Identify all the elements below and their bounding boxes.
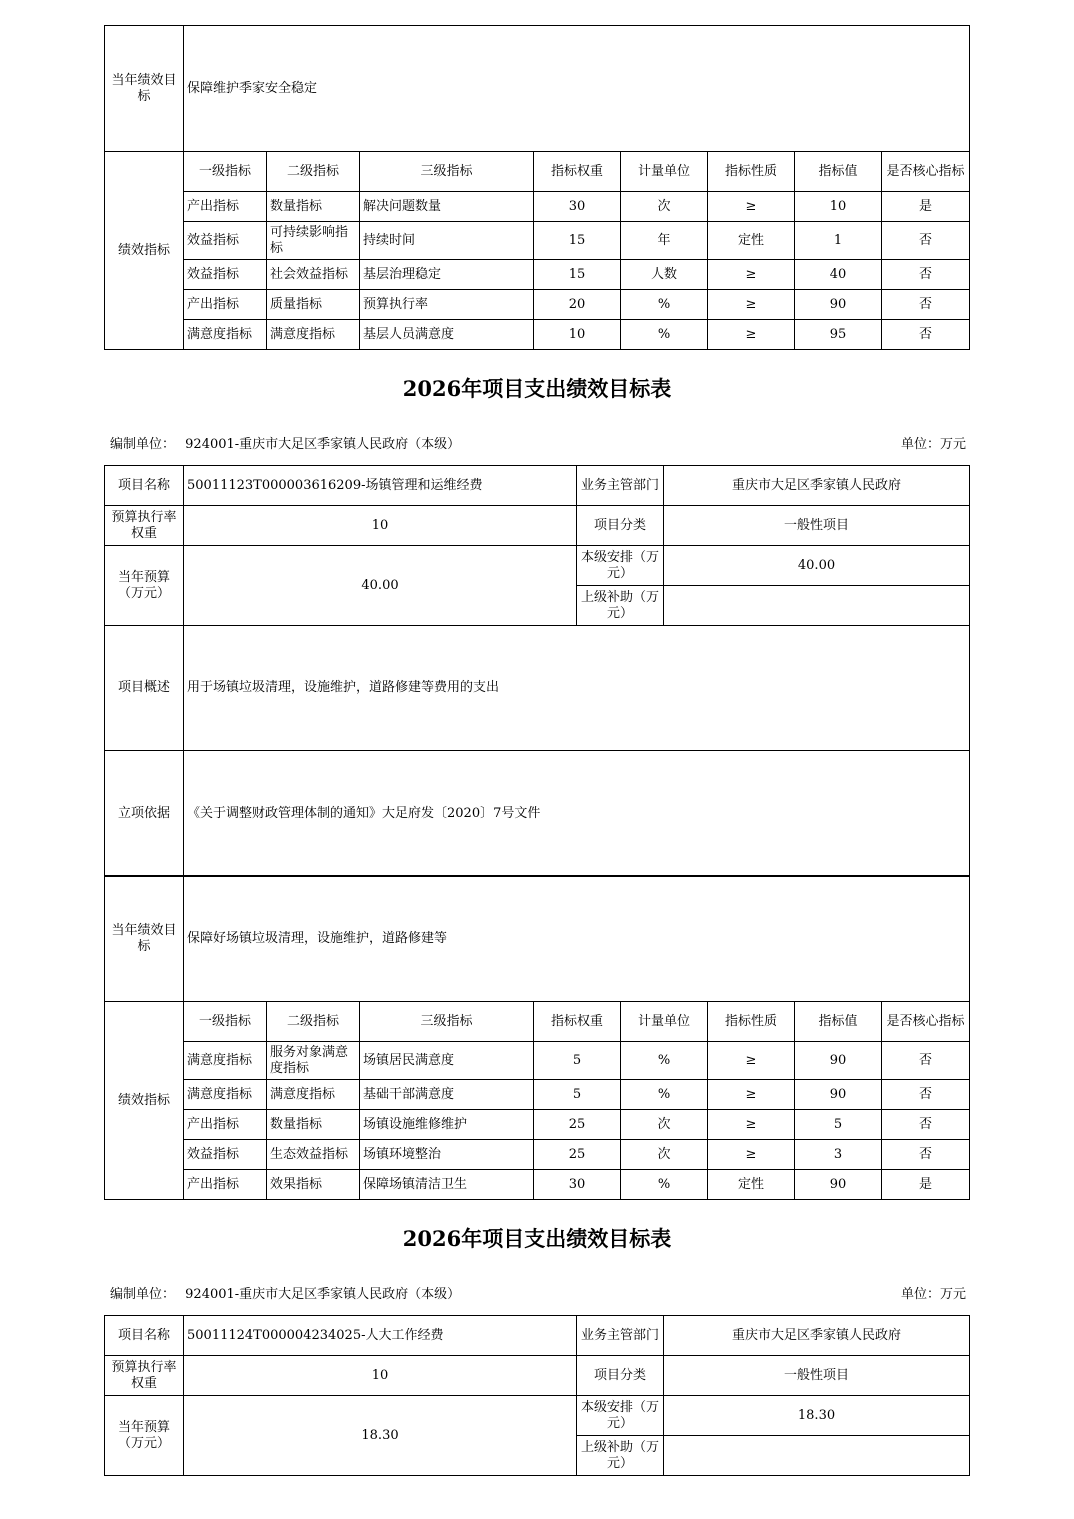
weight-cell: 15 bbox=[534, 260, 621, 290]
core-cell: 否 bbox=[882, 222, 970, 260]
level1-cell: 效益指标 bbox=[184, 1140, 267, 1170]
unit-value: 924001-重庆市大足区季家镇人民政府（本级） bbox=[185, 1287, 461, 1302]
perf-label: 绩效指标 bbox=[105, 1002, 184, 1200]
nature-cell: ≥ bbox=[708, 290, 795, 320]
header-cell: 指标权重 bbox=[534, 1002, 621, 1042]
level3-cell: 基础干部满意度 bbox=[360, 1080, 534, 1110]
level1-cell: 产出指标 bbox=[184, 1170, 267, 1200]
level1-cell: 满意度指标 bbox=[184, 1080, 267, 1110]
category-label: 项目分类 bbox=[577, 1356, 664, 1396]
table-row bbox=[105, 1110, 970, 1140]
header-cell: 是否核心指标 bbox=[882, 1002, 970, 1042]
level2-cell: 效果指标 bbox=[267, 1170, 360, 1200]
level1-cell: 满意度指标 bbox=[184, 320, 267, 350]
dept-label: 业务主管部门 bbox=[577, 466, 664, 506]
unit-label: 编制单位： bbox=[110, 437, 176, 452]
upper-value bbox=[664, 1436, 970, 1476]
table-row bbox=[105, 320, 970, 350]
level2-cell: 质量指标 bbox=[267, 290, 360, 320]
nature-cell: ≥ bbox=[708, 1140, 795, 1170]
weight-value: 10 bbox=[184, 1356, 577, 1396]
core-cell: 否 bbox=[882, 1042, 970, 1080]
level3-cell: 保障场镇清洁卫生 bbox=[360, 1170, 534, 1200]
header-cell: 指标值 bbox=[795, 152, 882, 192]
level2-cell: 数量指标 bbox=[267, 192, 360, 222]
weight-cell: 25 bbox=[534, 1110, 621, 1140]
level1-cell: 效益指标 bbox=[184, 260, 267, 290]
header-cell: 计量单位 bbox=[621, 1002, 708, 1042]
header-cell: 指标性质 bbox=[708, 152, 795, 192]
core-cell: 否 bbox=[882, 260, 970, 290]
value-cell: 90 bbox=[795, 1042, 882, 1080]
header-cell: 三级指标 bbox=[360, 1002, 534, 1042]
core-cell: 否 bbox=[882, 1080, 970, 1110]
weight-cell: 25 bbox=[534, 1140, 621, 1170]
table-row bbox=[105, 1042, 970, 1080]
unit-line bbox=[110, 1286, 966, 1304]
weight-cell: 5 bbox=[534, 1042, 621, 1080]
project-name-label: 项目名称 bbox=[105, 466, 184, 506]
budget-label: 当年预算（万元） bbox=[105, 1396, 184, 1476]
local-label: 本级安排（万元） bbox=[577, 546, 664, 586]
level1-cell: 产出指标 bbox=[184, 290, 267, 320]
local-value: 40.00 bbox=[664, 546, 970, 586]
project-info-table-3 bbox=[104, 1315, 970, 1476]
nature-cell: ≥ bbox=[708, 1080, 795, 1110]
level3-cell: 场镇环境整治 bbox=[360, 1140, 534, 1170]
perf-label: 绩效指标 bbox=[105, 152, 184, 350]
budget-label: 当年预算（万元） bbox=[105, 546, 184, 626]
value-cell: 10 bbox=[795, 192, 882, 222]
budget-value: 18.30 bbox=[184, 1396, 577, 1476]
level2-cell: 满意度指标 bbox=[267, 1080, 360, 1110]
category-value: 一般性项目 bbox=[664, 506, 970, 546]
unit-cell: 人数 bbox=[621, 260, 708, 290]
weight-cell: 15 bbox=[534, 222, 621, 260]
page-title: 2026年项目支出绩效目标表 bbox=[402, 376, 672, 401]
level2-cell: 满意度指标 bbox=[267, 320, 360, 350]
core-cell: 是 bbox=[882, 192, 970, 222]
header-cell: 三级指标 bbox=[360, 152, 534, 192]
project-name-label: 项目名称 bbox=[105, 1316, 184, 1356]
weight-label: 预算执行率权重 bbox=[105, 1356, 184, 1396]
unit-cell: 次 bbox=[621, 192, 708, 222]
goal-label: 当年绩效目标 bbox=[105, 876, 184, 1002]
goal-text: 保障维护季家安全稳定 bbox=[184, 26, 970, 152]
value-cell: 90 bbox=[795, 1080, 882, 1110]
value-cell: 1 bbox=[795, 222, 882, 260]
header-cell: 指标权重 bbox=[534, 152, 621, 192]
upper-value bbox=[664, 586, 970, 626]
level1-cell: 满意度指标 bbox=[184, 1042, 267, 1080]
category-label: 项目分类 bbox=[577, 506, 664, 546]
level2-cell: 数量指标 bbox=[267, 1110, 360, 1140]
nature-cell: ≥ bbox=[708, 260, 795, 290]
weight-cell: 5 bbox=[534, 1080, 621, 1110]
project-info-table-2 bbox=[104, 465, 970, 877]
local-value: 18.30 bbox=[664, 1396, 970, 1436]
page-title: 2026年项目支出绩效目标表 bbox=[402, 1226, 672, 1251]
project-name: 50011124T000004234025-人大工作经费 bbox=[184, 1316, 577, 1356]
table-row bbox=[105, 260, 970, 290]
nature-cell: ≥ bbox=[708, 1042, 795, 1080]
table-row bbox=[105, 192, 970, 222]
unit-line bbox=[110, 436, 966, 454]
unit-cell: 次 bbox=[621, 1110, 708, 1140]
value-cell: 5 bbox=[795, 1110, 882, 1140]
unit-value: 924001-重庆市大足区季家镇人民政府（本级） bbox=[185, 437, 461, 452]
upper-label: 上级补助（万元） bbox=[577, 1436, 664, 1476]
basis-label: 立项依据 bbox=[105, 751, 184, 877]
overview-text: 用于场镇垃圾清理，设施维护，道路修建等费用的支出 bbox=[184, 626, 970, 751]
weight-value: 10 bbox=[184, 506, 577, 546]
table-row bbox=[105, 1140, 970, 1170]
perf-table-1 bbox=[104, 25, 970, 350]
project-name: 50011123T000003616209-场镇管理和运维经费 bbox=[184, 466, 577, 506]
level3-cell: 场镇居民满意度 bbox=[360, 1042, 534, 1080]
value-cell: 3 bbox=[795, 1140, 882, 1170]
core-cell: 否 bbox=[882, 290, 970, 320]
nature-cell: 定性 bbox=[708, 222, 795, 260]
dept-label: 业务主管部门 bbox=[577, 1316, 664, 1356]
core-cell: 否 bbox=[882, 1110, 970, 1140]
level3-cell: 基层人员满意度 bbox=[360, 320, 534, 350]
table-row bbox=[105, 222, 970, 260]
perf-table-2 bbox=[104, 875, 970, 1200]
local-label: 本级安排（万元） bbox=[577, 1396, 664, 1436]
header-cell: 一级指标 bbox=[184, 152, 267, 192]
level3-cell: 基层治理稳定 bbox=[360, 260, 534, 290]
core-cell: 否 bbox=[882, 1140, 970, 1170]
category-value: 一般性项目 bbox=[664, 1356, 970, 1396]
weight-cell: 10 bbox=[534, 320, 621, 350]
unit-cell: 次 bbox=[621, 1140, 708, 1170]
level3-cell: 持续时间 bbox=[360, 222, 534, 260]
nature-cell: ≥ bbox=[708, 192, 795, 222]
value-cell: 95 bbox=[795, 320, 882, 350]
header-cell: 计量单位 bbox=[621, 152, 708, 192]
level1-cell: 效益指标 bbox=[184, 222, 267, 260]
core-cell: 否 bbox=[882, 320, 970, 350]
value-cell: 40 bbox=[795, 260, 882, 290]
level2-cell: 服务对象满意度指标 bbox=[267, 1042, 360, 1080]
weight-cell: 30 bbox=[534, 1170, 621, 1200]
goal-label: 当年绩效目标 bbox=[105, 26, 184, 152]
level3-cell: 解决问题数量 bbox=[360, 192, 534, 222]
weight-label: 预算执行率权重 bbox=[105, 506, 184, 546]
weight-cell: 20 bbox=[534, 290, 621, 320]
unit-cell: 年 bbox=[621, 222, 708, 260]
level1-cell: 产出指标 bbox=[184, 192, 267, 222]
basis-text: 《关于调整财政管理体制的通知》大足府发〔2020〕7号文件 bbox=[184, 751, 970, 877]
header-cell: 二级指标 bbox=[267, 152, 360, 192]
unit-cell: % bbox=[621, 1080, 708, 1110]
core-cell: 是 bbox=[882, 1170, 970, 1200]
unit-cell: % bbox=[621, 1042, 708, 1080]
unit-cell: % bbox=[621, 320, 708, 350]
header-cell: 指标值 bbox=[795, 1002, 882, 1042]
budget-value: 40.00 bbox=[184, 546, 577, 626]
level1-cell: 产出指标 bbox=[184, 1110, 267, 1140]
table-row bbox=[105, 290, 970, 320]
unit-cell: % bbox=[621, 290, 708, 320]
nature-cell: ≥ bbox=[708, 320, 795, 350]
level2-cell: 可持续影响指标 bbox=[267, 222, 360, 260]
value-cell: 90 bbox=[795, 1170, 882, 1200]
header-cell: 指标性质 bbox=[708, 1002, 795, 1042]
dept-value: 重庆市大足区季家镇人民政府 bbox=[664, 1316, 970, 1356]
currency-label: 单位：万元 bbox=[900, 437, 966, 452]
unit-cell: % bbox=[621, 1170, 708, 1200]
goal-text: 保障好场镇垃圾清理，设施维护，道路修建等 bbox=[184, 876, 970, 1002]
header-cell: 一级指标 bbox=[184, 1002, 267, 1042]
table-row bbox=[105, 1170, 970, 1200]
level2-cell: 社会效益指标 bbox=[267, 260, 360, 290]
upper-label: 上级补助（万元） bbox=[577, 586, 664, 626]
table-row bbox=[105, 1080, 970, 1110]
weight-cell: 30 bbox=[534, 192, 621, 222]
overview-label: 项目概述 bbox=[105, 626, 184, 751]
level3-cell: 场镇设施维修维护 bbox=[360, 1110, 534, 1140]
nature-cell: 定性 bbox=[708, 1170, 795, 1200]
header-cell: 二级指标 bbox=[267, 1002, 360, 1042]
nature-cell: ≥ bbox=[708, 1110, 795, 1140]
unit-label: 编制单位： bbox=[110, 1287, 176, 1302]
level3-cell: 预算执行率 bbox=[360, 290, 534, 320]
level2-cell: 生态效益指标 bbox=[267, 1140, 360, 1170]
header-cell: 是否核心指标 bbox=[882, 152, 970, 192]
value-cell: 90 bbox=[795, 290, 882, 320]
dept-value: 重庆市大足区季家镇人民政府 bbox=[664, 466, 970, 506]
currency-label: 单位：万元 bbox=[900, 1287, 966, 1302]
